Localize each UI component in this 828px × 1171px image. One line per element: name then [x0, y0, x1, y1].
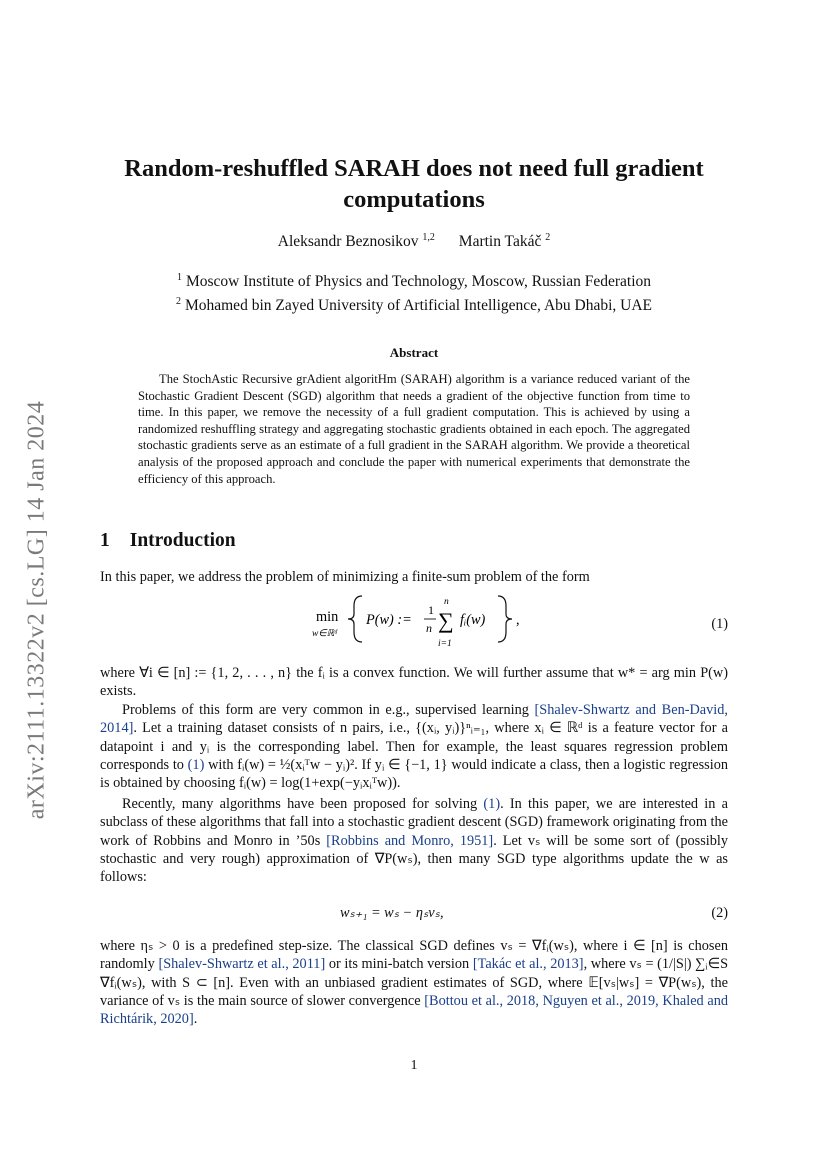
author: [278, 232, 435, 251]
text-run: Recently, many algorithms have been proposed for solving: [122, 796, 484, 812]
body-paragraph: where ∀i ∈ [n] := {1, 2, . . . , n} the fᵢ is a convex function. We will further assume that w* = arg min P(w) exists.: [100, 665, 728, 700]
intro-paragraph: In this paper, we address the problem of minimizing a finite-sum problem of the form: [100, 569, 590, 585]
eq1-left-brace: [348, 596, 362, 642]
eq1-frac-num: 1: [428, 603, 434, 617]
text-run: or its mini-batch version: [325, 956, 473, 973]
body-paragraph: [100, 937, 728, 1028]
affil-mark: 1: [176, 272, 182, 283]
body-paragraph: [100, 701, 728, 792]
equation-ref-link[interactable]: (1): [483, 796, 501, 812]
body-paragraph: [100, 795, 728, 886]
affil-mark: 2: [175, 295, 181, 307]
equation-ref-link[interactable]: (1): [187, 756, 205, 773]
text-run: . Let a training dataset consists of n pairs, i.e., {(xᵢ, yᵢ)}ⁿᵢ₌₁, where xᵢ ∈ ℝᵈ is a feature vector for a datapoint i and yᵢ is the corresponding label. Then for example, the least squares regression problem corresponds to: [100, 720, 728, 773]
text-run: where ηₛ > 0 is a predefined step-size. The classical SGD defines vₛ = ∇fᵢ(wₛ), where i ∈ [n] is chosen randomly: [100, 938, 728, 973]
abstract-heading: Abstract: [389, 345, 439, 360]
section-number: 1: [100, 530, 110, 551]
citation-link[interactable]: [Takác et al., 2013]: [472, 956, 584, 973]
affil-text: Moscow Institute of Physics and Technology, Moscow, Russian Federation: [185, 273, 651, 290]
equation-number: (2): [711, 905, 728, 921]
equation-2: wₛ₊₁ = wₛ − ηₛvₛ,: [340, 905, 444, 921]
eq1-term: fᵢ(w): [460, 612, 486, 628]
eq1-min-subscript: w∈ℝᵈ: [312, 629, 338, 639]
text-run: , where vₛ = (1/|S|) ∑ᵢ∈S ∇fᵢ(wₛ), with S ⊂ [n]. Even with an unbiased gradient estimates of SGD, where 𝔼[vₛ|wₛ] = ∇P(wₛ), the variance of vₛ is the main source of slower convergence: [100, 956, 729, 1009]
eq1-comma: ,: [516, 612, 520, 628]
eq1-sum-symbol: ∑: [438, 608, 454, 633]
eq1-sum-bottom: i=1: [438, 639, 452, 649]
citation-link[interactable]: Nguyen et al., 2019,: [542, 992, 663, 1009]
author-name: Martin Takáč: [458, 233, 542, 250]
affiliation: [100, 268, 728, 292]
affiliation: [100, 292, 728, 316]
text-run: . Let vₛ will be some sort of (possibly stochastic and very rough) approximation of ∇P(wₛ), then many SGD type algorithms update the w as follows:: [100, 832, 728, 886]
abstract-text: The StochAstic Recursive grAdient algoritHm (SARAH) algorithm is a variance reduced variant of the Stochastic Gradient Descent (SGD) algorithm that needs a gradient of the objective function from time to time. In this paper, we remove the necessity of a full gradient computation. This is achieved by using a randomized reshuffling strategy and aggregating stochastic gradients obtained in each epoch. The aggregated stochastic gradients serve as an estimate of a full gradient in the SARAH algorithm. We provide a theoretical analysis of the proposed approach and conclude the paper with numerical experiments that demonstrate the efficiency of this approach.: [138, 372, 690, 486]
text-run: Problems of this form are very common in e.g., supervised learning: [122, 702, 535, 718]
author-name: Aleksandr Beznosikov: [277, 233, 419, 250]
section-heading: [100, 530, 236, 552]
author-affil-mark: 1,2: [422, 232, 435, 243]
citation-link[interactable]: [Bottou et al., 2018,: [424, 992, 543, 1009]
citation-link[interactable]: Khaled and Richtárik, 2020]: [100, 992, 729, 1028]
arxiv-stamp: [20, 370, 54, 850]
eq1-min: min: [316, 609, 339, 625]
eq1-frac-den: n: [426, 621, 432, 635]
citation-link[interactable]: [Shalev-Shwartz and Ben-David, 2014]: [100, 702, 728, 737]
citation-link[interactable]: [Shalev-Shwartz et al., 2011]: [158, 956, 326, 973]
affiliation-list: [100, 268, 728, 315]
author: [459, 232, 550, 251]
equation-1: [310, 588, 540, 650]
text-run: . In this paper, we are interested in a subclass of these algorithms that fall into a stochastic gradient descent (SGD) framework originating from the work of Robbins and Monro in ’50s: [100, 796, 728, 849]
text-run: with fᵢ(w) = ½(xᵢᵀw − yᵢ)². If yᵢ ∈ {−1, 1} would indicate a class, then a logistic regression is obtained by choosing fᵢ(w) = log(1+exp(−yᵢxᵢᵀw)).: [100, 756, 728, 792]
page-number: 1: [410, 1058, 418, 1073]
paper-title: Random-reshuffled SARAH does not need full gradient computations: [124, 155, 704, 213]
equation-number: (1): [711, 616, 728, 632]
author-list: [100, 232, 728, 251]
citation-link[interactable]: [Robbins and Monro, 1951]: [326, 832, 494, 849]
section-title: Introduction: [129, 530, 236, 551]
eq1-lhs: P(w) :=: [366, 612, 412, 628]
author-affil-mark: 2: [545, 232, 551, 243]
affil-text: Mohamed bin Zayed University of Artificial Intelligence, Abu Dhabi, UAE: [184, 296, 653, 314]
eq1-right-brace: [498, 596, 512, 642]
eq1-sum-top: n: [444, 597, 449, 607]
arxiv-id: arXiv:2111.13322v2 [cs.LG] 14 Jan 2024: [23, 400, 50, 820]
text-run: .: [193, 1011, 198, 1028]
